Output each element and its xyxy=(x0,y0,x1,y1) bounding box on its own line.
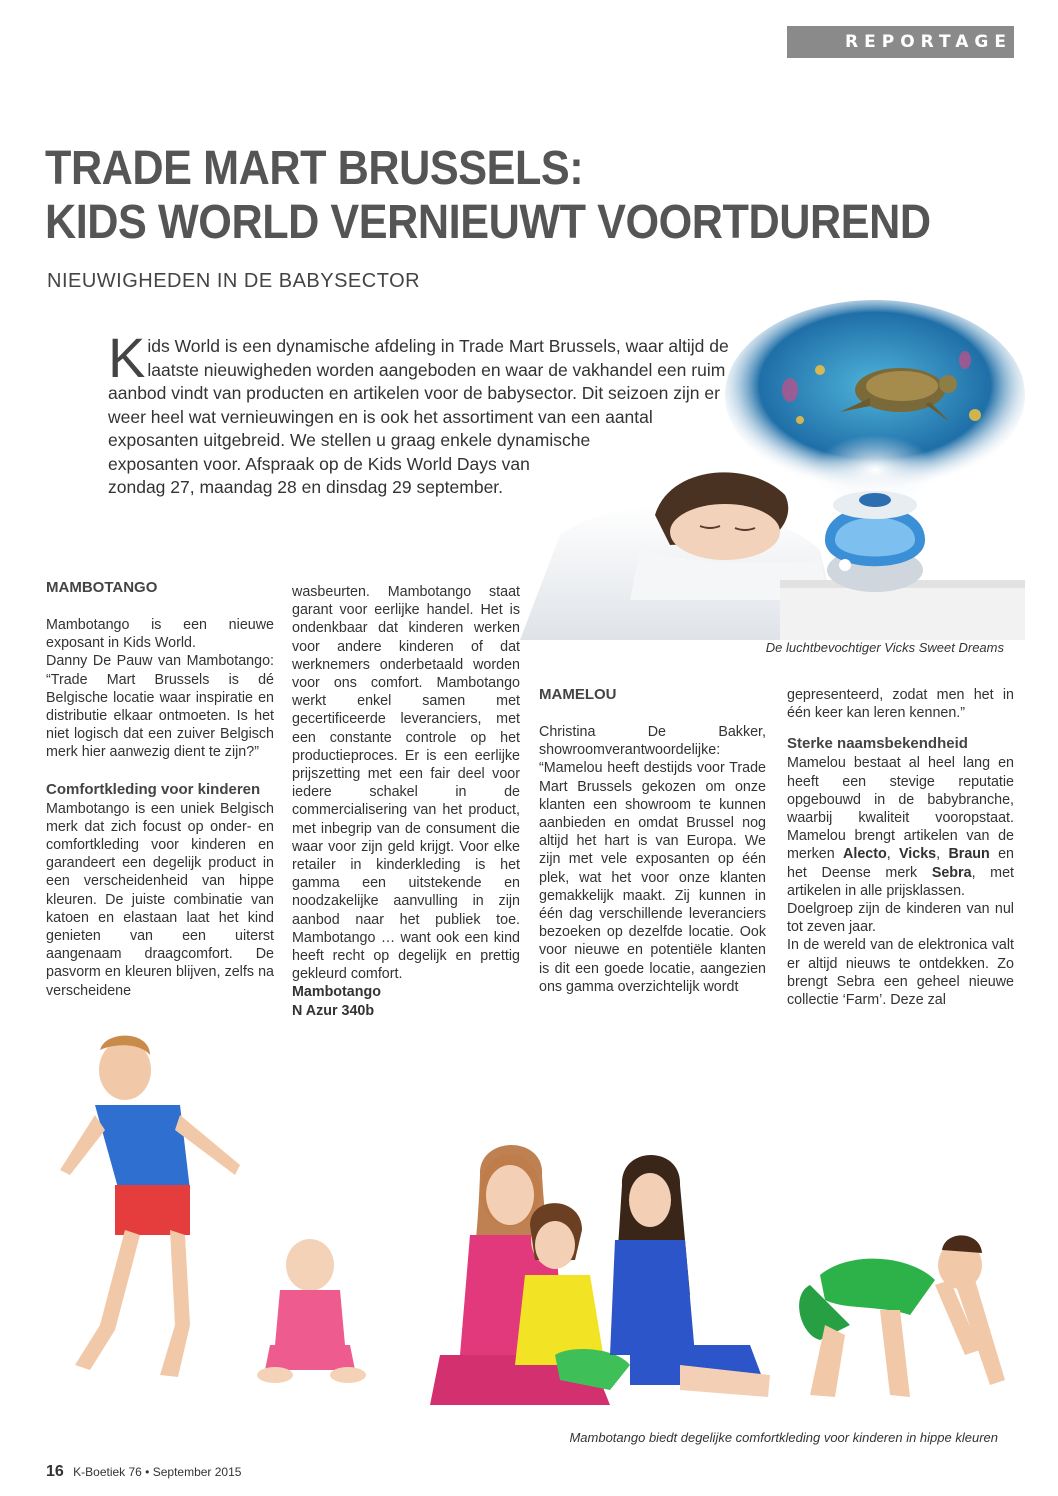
column-4 xyxy=(787,686,1014,1009)
publication-info: K-Boetiek 76 • September 2015 xyxy=(73,1465,242,1479)
title-line-2: KIDS WORLD VERNIEUWT VOORTDUREND xyxy=(45,196,931,249)
column-2 xyxy=(292,583,520,1020)
heading-mamelou: MAMELOU xyxy=(539,686,617,703)
crouching-boy xyxy=(799,1235,1005,1397)
paragraph-brands: Mamelou bestaat al heel lang en heeft een stevige reputatie opgebouwd in de babybranche, waarbij kwaliteit vooropstaat. Mamelou brengt artikelen van de merken Alecto, Vicks, Braun en het Deense merk Sebra, met artikelen in alle prijsklassen. xyxy=(787,755,1014,899)
column-1 xyxy=(46,578,274,1000)
intro-line: weer heel wat vernieuwingen en is ook het assortiment van een aantal xyxy=(108,406,653,427)
paragraph: Doelgroep zijn de kinderen van nul tot zeven jaar. xyxy=(787,901,1014,936)
intro-line: zondag 27, maandag 28 en dinsdag 29 september. xyxy=(108,477,504,497)
jumping-boy xyxy=(60,1036,240,1377)
girls-group xyxy=(430,1145,770,1405)
section-tag: REPORTAGE xyxy=(787,26,1014,58)
page-footer xyxy=(46,1463,241,1481)
paragraph: gepresenteerd, zodat men het in één keer kan leren kennen.” xyxy=(787,687,1014,722)
title-line-1: TRADE MART BRUSSELS: xyxy=(45,142,584,195)
heading-naamsbekendheid: Sterke naamsbekendheid xyxy=(787,735,968,753)
article-subtitle: NIEUWIGHEDEN IN DE BABYSECTOR xyxy=(47,270,421,292)
intro-paragraph xyxy=(108,326,733,500)
paragraph: Danny De Pauw van Mambotango: “Trade Mart Brussels is dé Belgische locatie waar inspiratie en distributie elkaar ontmoeten. Is het niet logisch dat een zuiver Belgisch merk hier aanwezig dient te zijn?” xyxy=(46,653,274,761)
paragraph: Mambotango is een uniek Belgisch merk dat zich focust op onder- en comfortkleding voor kinderen en garandeert een degelijk product in een verscheidenheid van hippe kleuren. De juiste combinatie van katoen en elastaan laat het kind genieten van een uiterst aangenaam draagcomfort. De pasvorm en kleuren blijven, zelfs na verscheidene xyxy=(46,800,274,999)
humidifier-icon xyxy=(825,491,925,592)
children-caption: Mambotango biedt degelijke comfortkleding voor kinderen in hippe kleuren xyxy=(569,1430,998,1445)
booth-name: Mambotango xyxy=(292,984,381,1001)
paragraph: wasbeurten. Mambotango staat garant voor eerlijke handel. Het is ondenkbaar dat kinderen werken voor andere kinderen of dat werknemers onderbetaald worden voor ons comfort. Mambotango werkt enkel samen met gecertificeerde leveranciers, met een constante controle op het productieproces. Er is een eerlijke prijszetting met een fair deel voor iedere schakel in de commercialisering van het product, met inbegrip van de consument die waar voor zijn geld krijgt. Voor elke retailer in kinderkleding is het gamma een uitstekende en noodzakelijke aanvulling in zijn aanbod naar het publiek toe. Mambotango … want ook een kind heeft recht op degelijk en prettig gekleurd comfort. xyxy=(292,584,520,983)
paragraph: In de wereld van de elektronica valt er altijd nieuws te ontdekken. Zo brengt Sebra een geheel nieuwe collectie ‘Farm’. Deze zal xyxy=(787,937,1014,1009)
intro-line: ids World is een dynamische afdeling in Trade Mart Brussels, waar altijd de xyxy=(147,336,729,356)
humidifier-caption: De luchtbevochtiger Vicks Sweet Dreams xyxy=(765,640,1004,655)
dropcap: K xyxy=(108,326,146,389)
intro-line: exposanten uitgebreid. We stellen u graag enkele dynamische xyxy=(108,430,591,450)
baby xyxy=(257,1239,366,1383)
page-number: 16 xyxy=(46,1463,64,1480)
column-3 xyxy=(539,685,766,996)
paragraph: Christina De Bakker, showroomverantwoordelijke: “Mamelou heeft destijds voor Trade Mart Brussels gekozen om onze klanten een showroom te kunnen aanbieden en omdat Brussel nog altijd het hart is van Europa. We zijn met vele exposanten op één plek, wat het voor onze klanten gemakkelijk maakt. Zij kunnen in één dag verschillende leveranciers bezoeken op dezelfde locatie. Ook voor nieuwe en potentiële klanten is dit een goede locatie, aangezien ons gamma overzichtelijk wordt xyxy=(539,724,766,995)
heading-mambotango: MAMBOTANGO xyxy=(46,579,158,596)
heading-comfortkleding: Comfortkleding voor kinderen xyxy=(46,780,261,798)
children-photo xyxy=(30,1025,1030,1425)
article-title xyxy=(45,142,936,250)
booth-location: N Azur 340b xyxy=(292,1002,375,1019)
intro-line: laatste nieuwigheden worden aangeboden en waar de vakhandel een ruim xyxy=(147,359,726,380)
intro-line: aanbod vindt van producten en artikelen voor de babysector. Dit seizoen zijn er xyxy=(108,383,720,403)
intro-line: exposanten voor. Afspraak op de Kids World Days van xyxy=(108,453,530,474)
paragraph: Mambotango is een nieuwe exposant in Kids World. xyxy=(46,617,274,652)
